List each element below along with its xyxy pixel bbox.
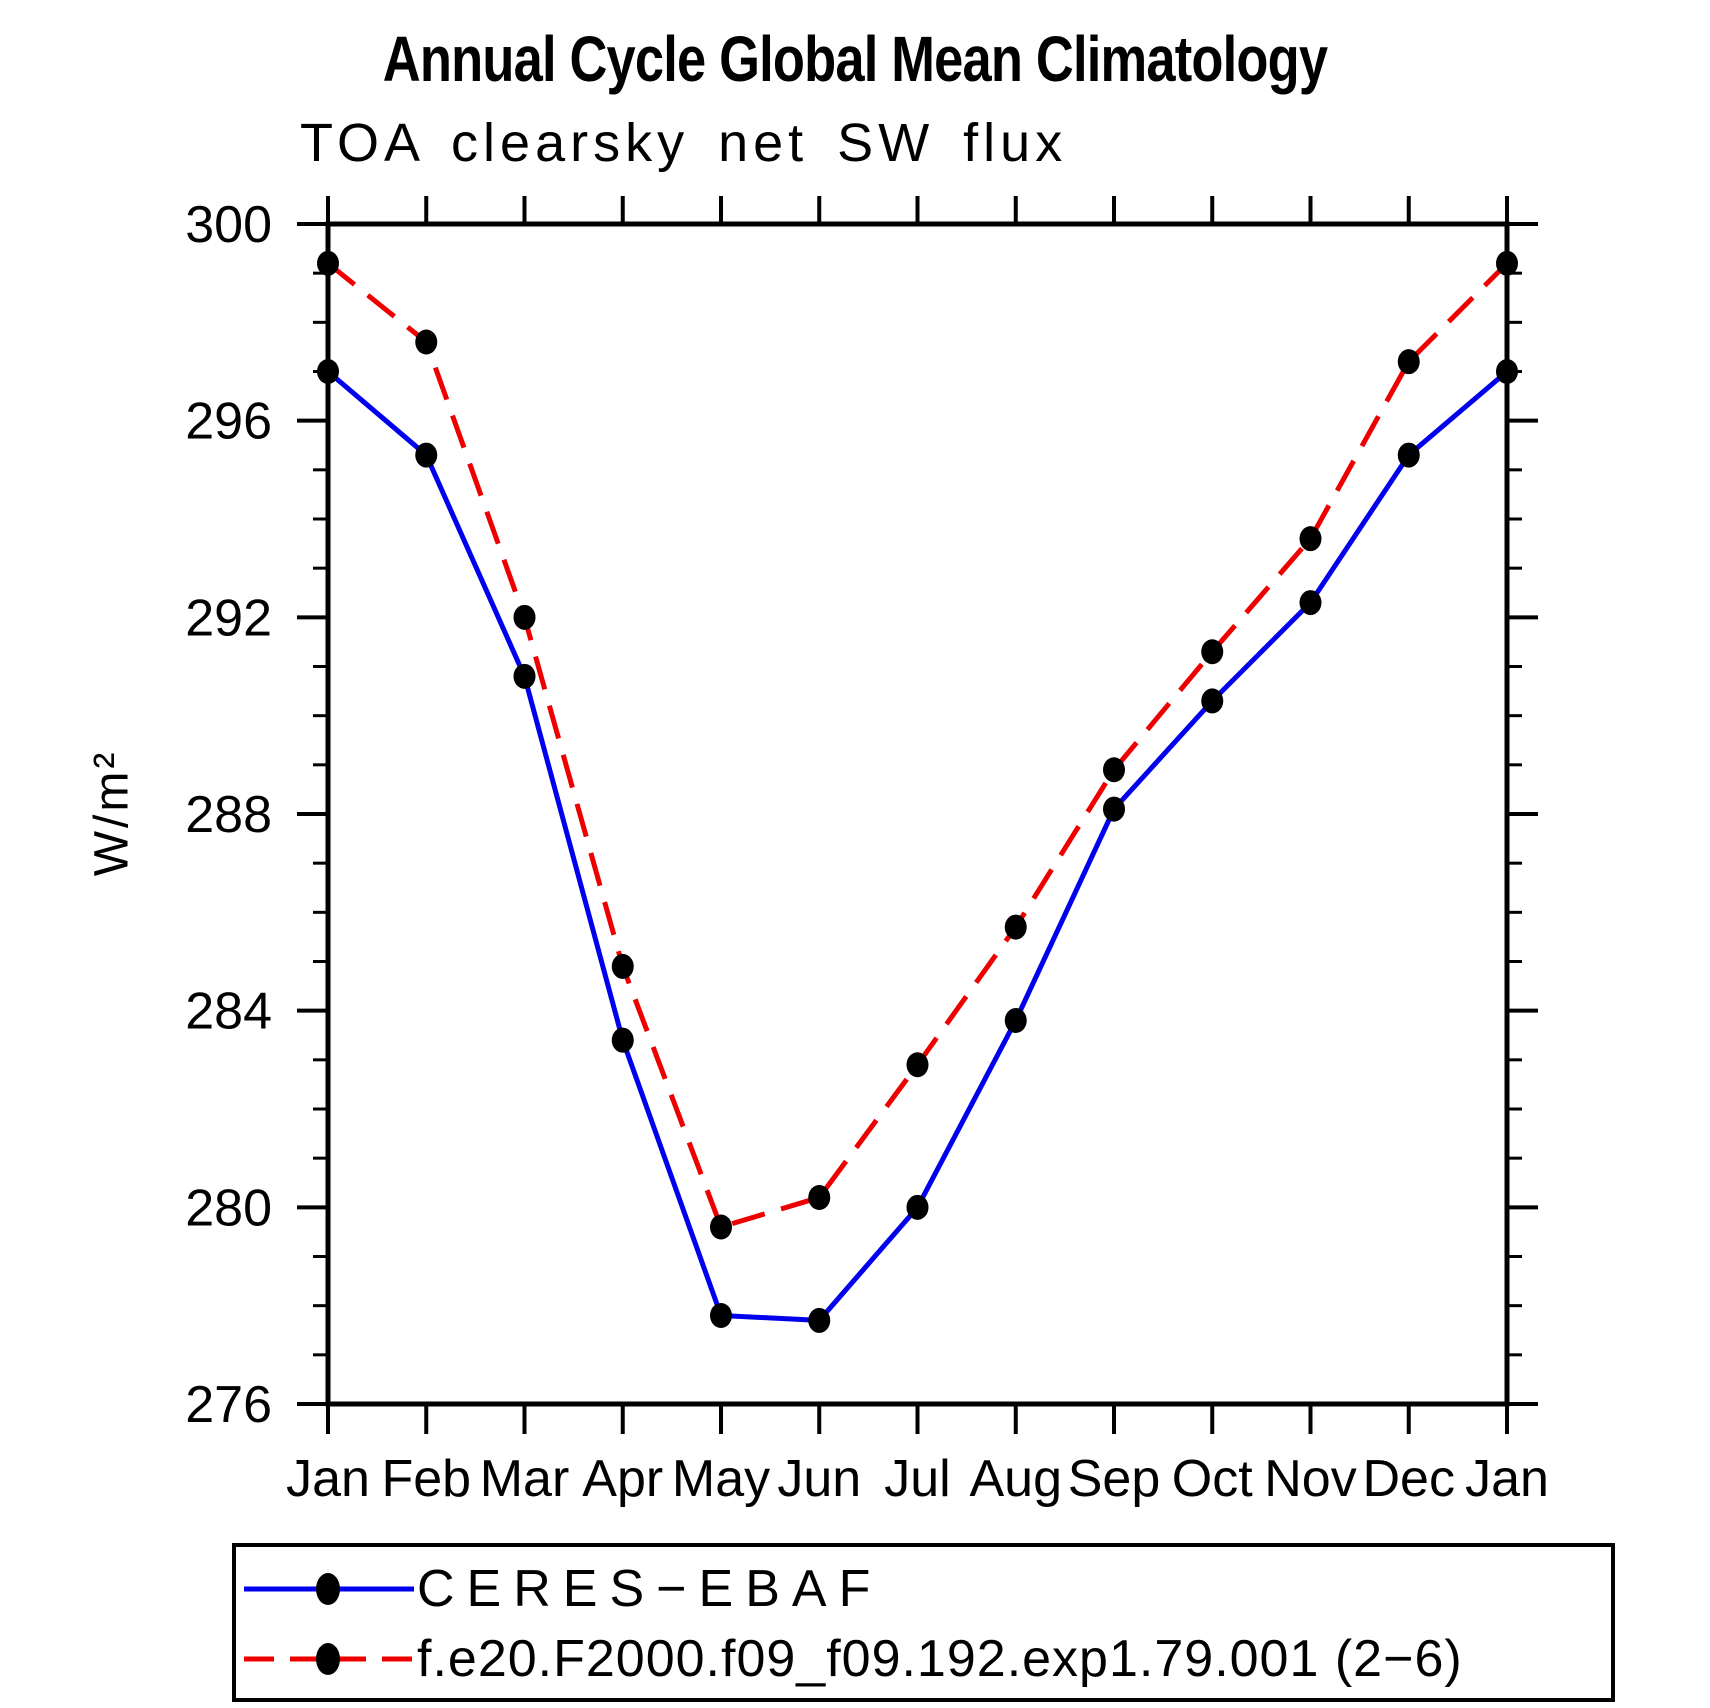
data-point-marker <box>1005 915 1027 940</box>
legend-label-model: f.e20.F2000.f09_f09.192.exp1.79.001 (2−6) <box>417 1630 1463 1688</box>
data-point-marker <box>415 443 437 468</box>
data-point-marker <box>808 1308 830 1333</box>
data-point-marker <box>1496 251 1518 276</box>
y-axis-label: W/m² <box>85 749 139 877</box>
data-point-marker <box>1496 359 1518 384</box>
legend <box>232 1543 1615 1702</box>
data-point-marker <box>808 1185 830 1210</box>
x-tick-label: Jul <box>884 1450 951 1508</box>
data-point-marker <box>1201 688 1223 713</box>
series-line-1 <box>328 263 1507 1227</box>
x-tick-label: May <box>671 1450 771 1508</box>
data-point-marker <box>1398 443 1420 468</box>
data-point-marker <box>514 605 536 630</box>
data-point-marker <box>317 251 339 276</box>
data-point-marker <box>1201 639 1223 664</box>
x-tick-label: Dec <box>1362 1450 1455 1508</box>
legend-swatch-solid-line <box>243 1561 415 1617</box>
legend-marker-dot <box>316 1643 340 1675</box>
data-point-marker <box>1300 590 1322 615</box>
y-tick-label: 288 <box>185 786 272 844</box>
data-point-marker <box>612 954 634 979</box>
x-tick-label: Jan <box>1465 1450 1549 1508</box>
legend-row-model <box>243 1631 1463 1687</box>
x-tick-label: Jan <box>286 1450 370 1508</box>
y-tick-label: 276 <box>185 1376 272 1434</box>
data-point-marker <box>1398 349 1420 374</box>
x-tick-label: Aug <box>969 1450 1063 1508</box>
legend-marker-dot <box>316 1573 340 1605</box>
legend-row-ceres <box>243 1561 882 1617</box>
legend-label-ceres: CERES−EBAF <box>417 1560 883 1618</box>
axis-box <box>328 224 1507 1404</box>
chart-subtitle: TOA clearsky net SW flux <box>300 113 1068 173</box>
x-tick-label: Apr <box>582 1450 664 1508</box>
x-tick-label: Feb <box>381 1450 472 1508</box>
data-point-marker <box>907 1052 929 1077</box>
data-point-marker <box>612 1028 634 1053</box>
x-tick-label: Jun <box>777 1450 862 1508</box>
data-point-marker <box>514 664 536 689</box>
data-point-marker <box>1103 797 1125 822</box>
x-tick-label: Sep <box>1067 1450 1161 1508</box>
x-tick-label: Mar <box>479 1450 570 1508</box>
data-point-marker <box>907 1195 929 1220</box>
y-tick-label: 300 <box>185 196 272 254</box>
data-point-marker <box>1300 526 1322 551</box>
y-tick-label: 292 <box>185 589 272 648</box>
chart-title: Annual Cycle Global Mean Climatology <box>382 23 1328 95</box>
y-tick-label: 280 <box>185 1179 272 1238</box>
data-point-marker <box>415 330 437 355</box>
legend-swatch-dashed-line <box>243 1631 415 1687</box>
data-point-marker <box>710 1303 732 1328</box>
x-tick-label: Oct <box>1171 1450 1253 1508</box>
data-point-marker <box>710 1215 732 1240</box>
data-point-marker <box>1103 757 1125 782</box>
series-line-0 <box>328 372 1507 1321</box>
data-point-marker <box>317 359 339 384</box>
x-tick-label: Nov <box>1264 1450 1357 1508</box>
y-tick-label: 296 <box>185 392 272 451</box>
y-tick-label: 284 <box>185 982 272 1041</box>
data-point-marker <box>1005 1008 1027 1033</box>
